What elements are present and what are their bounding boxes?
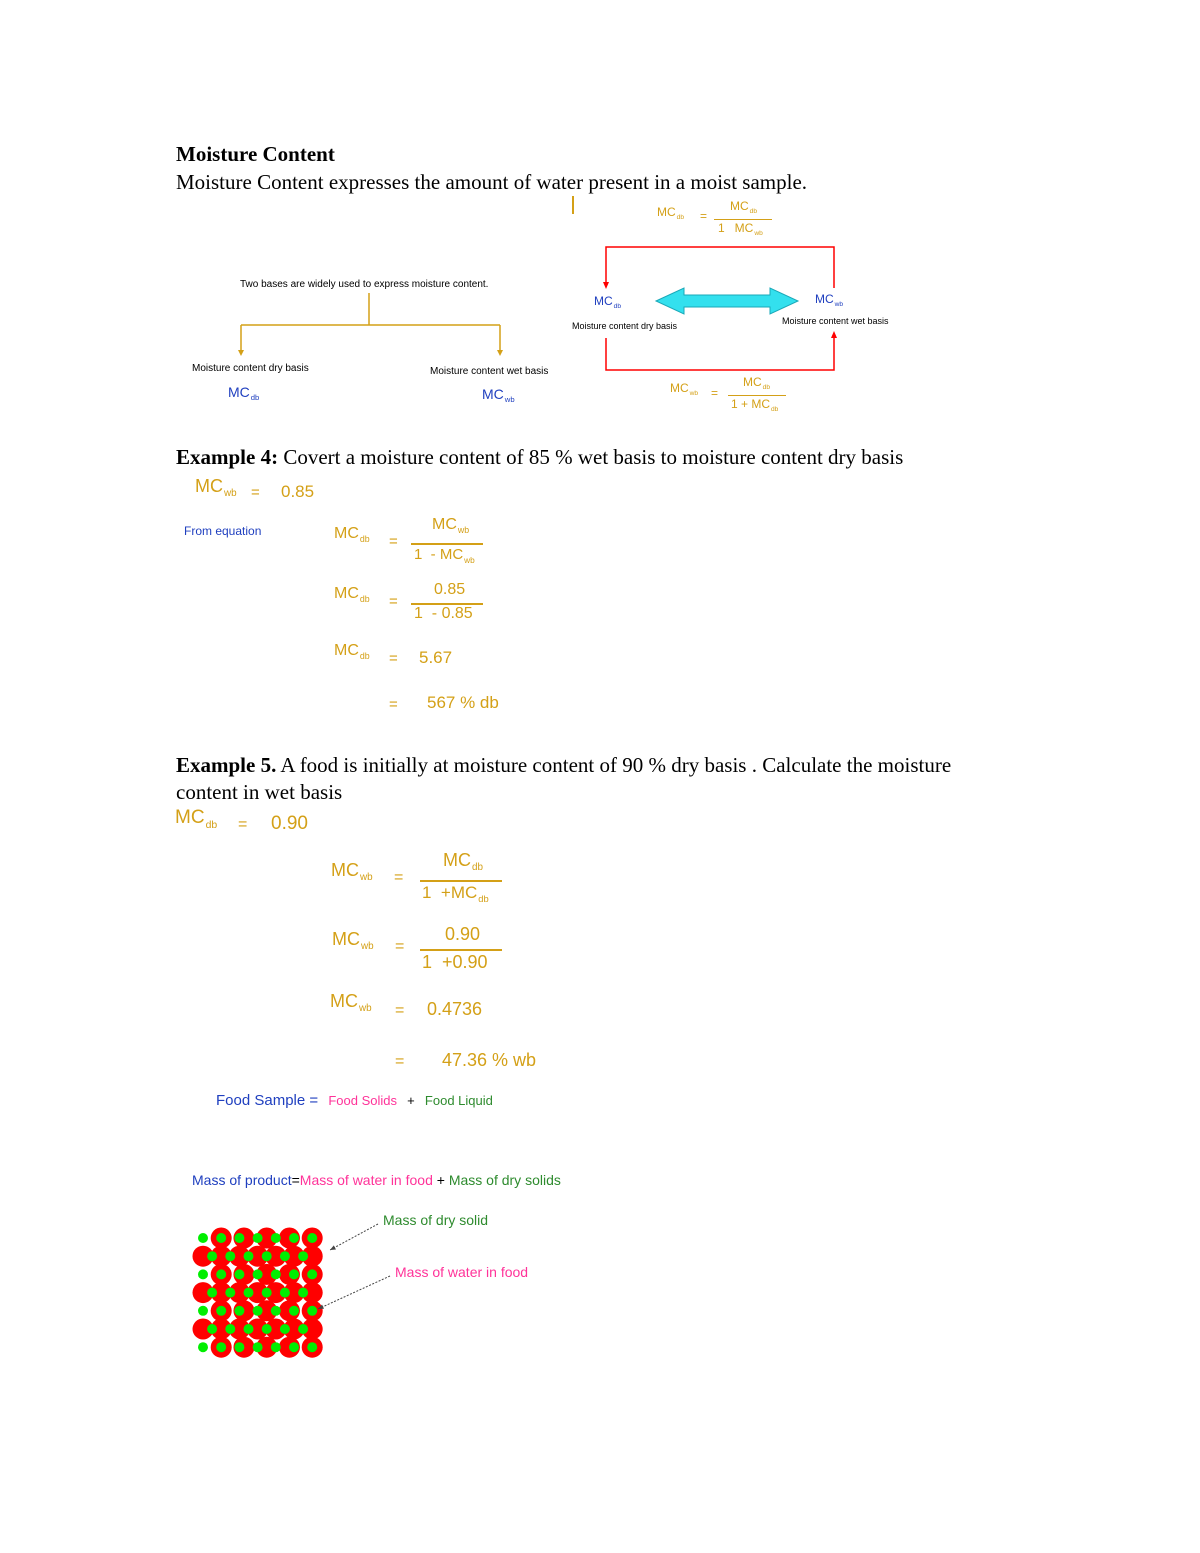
water-particle xyxy=(271,1233,281,1243)
water-particle xyxy=(253,1306,263,1316)
ex5-given-value: 0.90 xyxy=(271,813,308,834)
water-particle xyxy=(298,1288,308,1298)
ex4-step1-den: $1 - MC_{wb}$ xyxy=(414,546,475,565)
ex4-given-eq: = xyxy=(251,484,260,501)
water-particle xyxy=(307,1342,317,1352)
water-particle xyxy=(298,1251,308,1261)
top-formula-num: $MC_{db}$ xyxy=(730,199,758,215)
water-particle xyxy=(253,1342,263,1352)
page-title: Moisture Content xyxy=(176,142,335,166)
food-solids-label: Food Solids xyxy=(328,1093,397,1108)
ex5-step1-lhs: $MC_{wb}$ xyxy=(331,860,373,884)
ex4-step3-value: 5.67 xyxy=(419,648,453,667)
water-particle xyxy=(234,1269,244,1279)
water-particle xyxy=(253,1233,263,1243)
ex5-step4-eq: = xyxy=(395,1053,405,1070)
water-particle xyxy=(216,1342,226,1352)
example5-heading: Example 5. A food is initially at moisture content of 90 % dry basis . Calculate the moisture xyxy=(176,753,952,777)
water-particle xyxy=(298,1324,308,1334)
water-particle xyxy=(216,1306,226,1316)
from-equation-label: From equation xyxy=(184,524,262,538)
loop-right-symbol: $MC_{wb}$ xyxy=(815,292,844,308)
mass-eq: = xyxy=(291,1172,300,1188)
water-callout: Mass of water in food xyxy=(395,1264,529,1280)
water-particle xyxy=(307,1269,317,1279)
ex4-given-value: 0.85 xyxy=(281,482,315,501)
ex5-step2-num: 0.90 xyxy=(445,924,481,944)
bases-caption: Two bases are widely used to express moisture content. xyxy=(240,279,489,290)
water-particle xyxy=(280,1324,290,1334)
water-particle xyxy=(253,1269,263,1279)
water-particle xyxy=(216,1233,226,1243)
example5-heading-line2: content in wet basis xyxy=(176,780,343,804)
ex5-step4-value: 47.36 % wb xyxy=(442,1050,537,1070)
example4-heading: Example 4: Covert a moisture content of 85 % wet basis to moisture content dry basis xyxy=(176,445,904,469)
water-particle xyxy=(271,1269,281,1279)
ex4-step3-lhs: $MC_{db}$ xyxy=(334,642,370,661)
ex5-step3-lhs: $MC_{wb}$ xyxy=(330,991,372,1015)
water-particle xyxy=(262,1324,272,1334)
water-particle xyxy=(280,1288,290,1298)
water-particle xyxy=(271,1306,281,1316)
water-particle xyxy=(289,1342,299,1352)
water-particle xyxy=(244,1324,254,1334)
ex5-given: $MC_{db}$ xyxy=(175,807,218,831)
wet-basis-symbol: $MC_{wb}$ xyxy=(482,386,515,405)
loop-right-label: Moisture content wet basis xyxy=(782,316,889,326)
water-particle xyxy=(289,1306,299,1316)
water-particle xyxy=(262,1288,272,1298)
top-formula-lhs: $MC_{db}$ xyxy=(657,205,685,221)
bottom-formula-lhs: $MC_{wb}$ xyxy=(670,381,699,397)
loop-left-label: Moisture content dry basis xyxy=(572,321,678,331)
water-particle xyxy=(225,1251,235,1261)
water-particle xyxy=(198,1306,208,1316)
intro-text: Moisture Content expresses the amount of water present in a moist sample. xyxy=(176,170,808,194)
water-particle xyxy=(234,1342,244,1352)
water-particle xyxy=(289,1269,299,1279)
ex4-step2-num: 0.85 xyxy=(434,581,466,598)
mass-solids-label: Mass of dry solids xyxy=(448,1172,561,1188)
dry-solid-callout: Mass of dry solid xyxy=(383,1212,489,1228)
water-particle xyxy=(225,1288,235,1298)
mass-product-label: Mass of product xyxy=(192,1172,292,1188)
ex4-step2-lhs: $MC_{db}$ xyxy=(334,585,370,604)
bottom-formula-den: $1 + MC_{db}$ xyxy=(731,397,779,413)
water-particle xyxy=(207,1251,217,1261)
ex5-given-eq: = xyxy=(238,816,248,833)
ex4-step2-den: 1 - 0.85 xyxy=(414,605,473,622)
mass-plus: + xyxy=(436,1172,445,1188)
ex4-step1-eq: = xyxy=(389,533,398,550)
ex5-step1-num: $MC_{db}$ xyxy=(443,850,483,874)
ex5-step2-eq: = xyxy=(395,938,405,955)
water-particle xyxy=(244,1251,254,1261)
water-particle xyxy=(207,1324,217,1334)
dry-solid-pointer xyxy=(330,1224,378,1250)
water-particle xyxy=(307,1306,317,1316)
ex5-step1-eq: = xyxy=(394,869,404,886)
ex4-step3-eq: = xyxy=(389,650,398,667)
ex5-step2-den: 1 +0.90 xyxy=(422,952,488,972)
water-particle xyxy=(234,1233,244,1243)
dry-basis-symbol: $MC_{db}$ xyxy=(228,384,260,403)
water-particle xyxy=(244,1288,254,1298)
water-particle xyxy=(262,1251,272,1261)
ex4-step1-num: $MC_{wb}$ xyxy=(432,516,470,535)
loop-left-symbol: $MC_{db}$ xyxy=(594,294,622,310)
ex5-step3-value: 0.4736 xyxy=(427,999,483,1019)
ex4-step2-eq: = xyxy=(389,593,398,610)
water-particle xyxy=(271,1342,281,1352)
water-particle xyxy=(216,1269,226,1279)
water-particle xyxy=(207,1288,217,1298)
water-particle xyxy=(198,1233,208,1243)
water-particle xyxy=(307,1233,317,1243)
water-particle xyxy=(289,1233,299,1243)
top-formula-eq: = xyxy=(700,209,708,223)
mass-water-label: Mass of water in food xyxy=(299,1172,433,1188)
water-particle xyxy=(280,1251,290,1261)
ex4-step4-eq: = xyxy=(389,696,398,713)
water-particle xyxy=(198,1269,208,1279)
ex5-step3-eq: = xyxy=(395,1002,405,1019)
water-particle xyxy=(198,1342,208,1352)
food-plus: + xyxy=(407,1093,415,1108)
ex4-step1-lhs: $MC_{db}$ xyxy=(334,525,370,544)
ex5-step2-lhs: $MC_{wb}$ xyxy=(332,929,374,953)
ex4-step4-value: 567 % db xyxy=(427,693,499,712)
food-sample-label: Food Sample = xyxy=(216,1092,319,1109)
water-particle xyxy=(225,1324,235,1334)
bottom-formula-num: $MC_{db}$ xyxy=(743,375,771,391)
dry-basis-label: Moisture content dry basis xyxy=(192,363,309,374)
top-formula-den: 1 $MC_{wb}$ xyxy=(718,221,763,237)
water-particle xyxy=(234,1306,244,1316)
ex5-step1-den: $1 +MC_{db}$ xyxy=(422,883,489,905)
ex4-given: $MC_{wb}$ xyxy=(195,476,237,500)
bottom-formula-eq: = xyxy=(711,386,719,400)
wet-basis-label: Moisture content wet basis xyxy=(430,366,549,377)
water-pointer xyxy=(318,1276,390,1309)
food-liquid-label: Food Liquid xyxy=(424,1093,493,1108)
